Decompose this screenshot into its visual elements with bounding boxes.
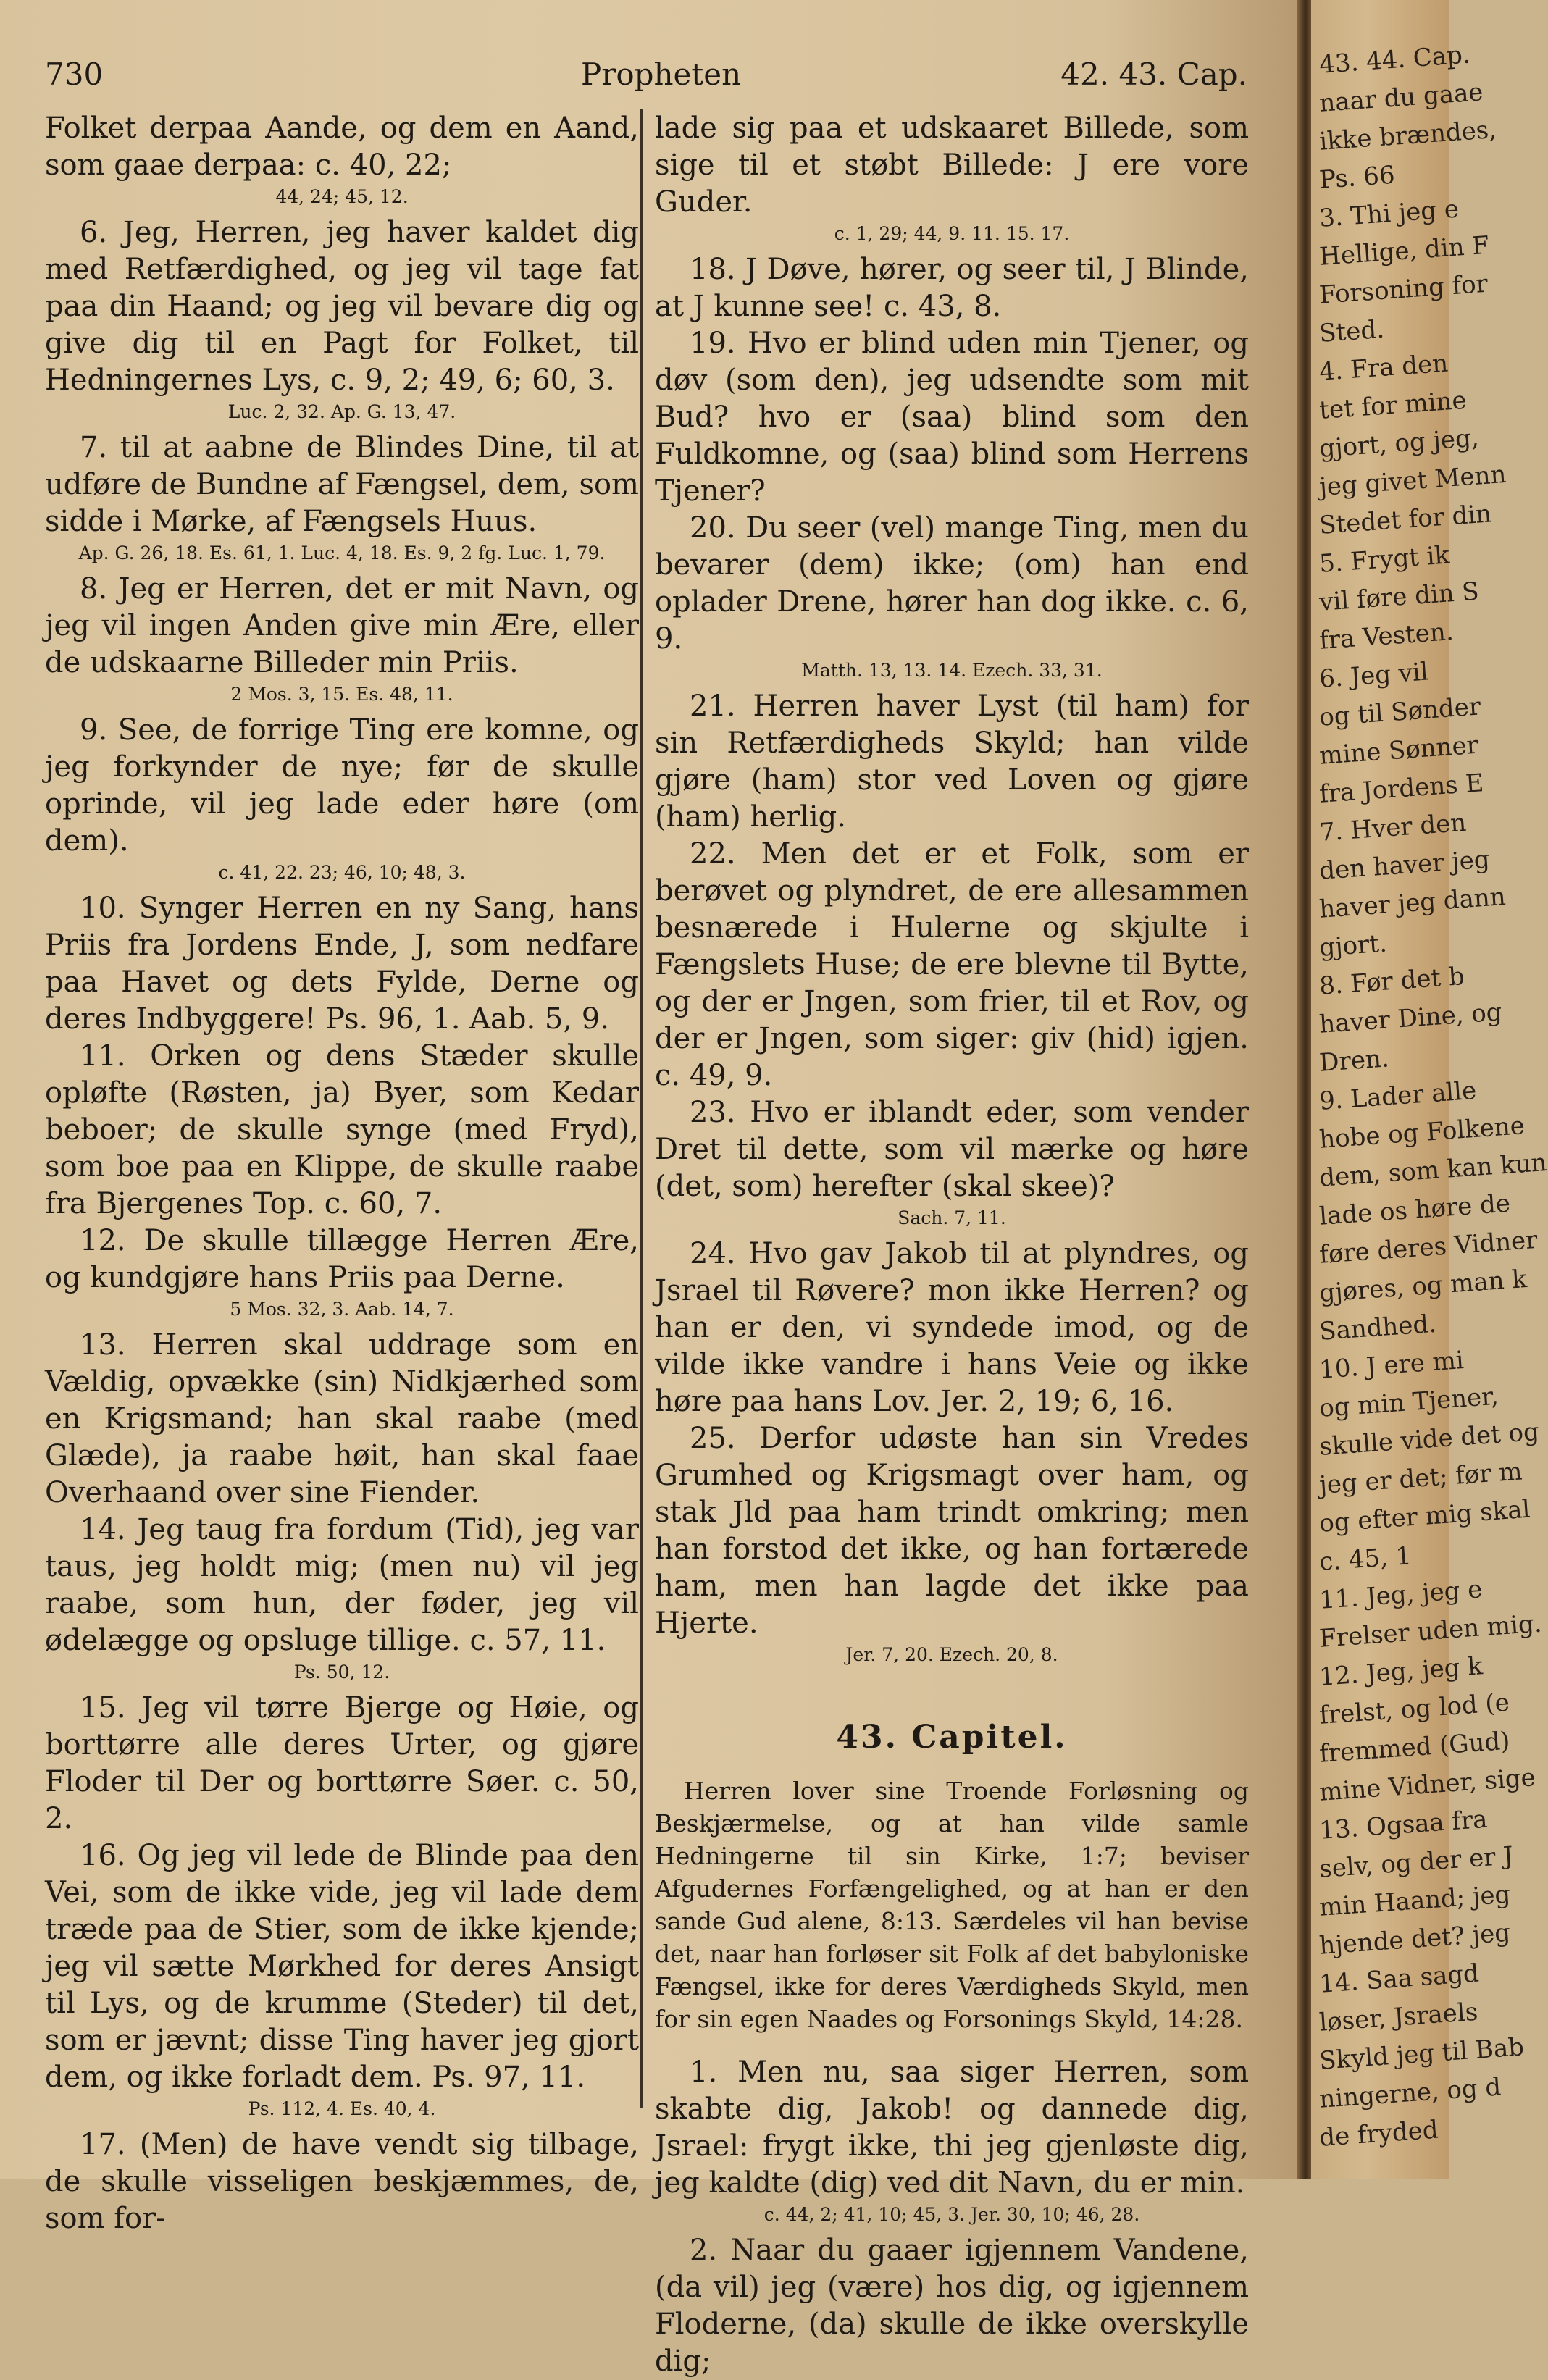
facing-page-line: tet for mine bbox=[1318, 385, 1468, 425]
verse: 2. Naar du gaaer igjennem Vandene, (da vil) jeg (være) hos dig, og igjennem Floderne, (da) skulle de ikke overskylle dig; bbox=[655, 2234, 1249, 2378]
facing-page-line: frelst, og lod (e bbox=[1318, 1688, 1511, 1730]
facing-page-line: og til Sønder bbox=[1318, 692, 1482, 732]
facing-page-line: 7. Hver den bbox=[1318, 808, 1468, 847]
cross-reference: Ps. 50, 12. bbox=[293, 1662, 390, 1683]
cross-reference: c. 44, 2; 41, 10; 45, 3. Jer. 30, 10; 46, 28. bbox=[763, 2204, 1140, 2225]
verse: 22. Men det er et Folk, som er berøvet og plyndret, de ere allesammen besnærede i Hulerne og skjulte i Fængslets Huse; de ere blevne til Bytte, og der er Jngen, som frier, til et Rov, og der er Jngen, som siger: giv (hid) igjen. c. 49, 9. bbox=[655, 837, 1249, 1092]
verse: 1. Men nu, saa siger Herren, som skabte dig, Jakob! og dannede dig, Jsrael: frygt ikke, thi jeg gjenløste dig, jeg kaldte (dig) ved dit Navn, du er min. bbox=[655, 2056, 1249, 2200]
cross-reference: Ap. G. 26, 18. Es. 61, 1. Luc. 4, 18. Es. 9, 2 fg. Luc. 1, 79. bbox=[78, 542, 606, 563]
left-text-column bbox=[45, 110, 639, 2237]
facing-page-line: fremmed (Gud) bbox=[1318, 1726, 1511, 1769]
cross-reference: Sach. 7, 11. bbox=[898, 1207, 1006, 1228]
cross-reference: Luc. 2, 32. Ap. G. 13, 47. bbox=[227, 401, 456, 422]
facing-page-line: ningerne, og d bbox=[1318, 2072, 1502, 2114]
column-divider bbox=[640, 109, 643, 2108]
facing-page-line: haver Dine, og bbox=[1318, 997, 1503, 1039]
verse: lade sig paa et udskaaret Billede, som sige til et støbt Billede: J ere vore Guder. bbox=[655, 112, 1249, 219]
verse: 6. Jeg, Herren, jeg haver kaldet dig med Retfærdighed, og jeg vil tage fat paa din Haand; og jeg vil bevare dig og give dig til en Pagt for Folket, til Hedningernes Lys, c. 9, 2; 49, 6; 60, 3. bbox=[45, 216, 639, 397]
facing-page-line: dem, som kan kun bbox=[1318, 1148, 1548, 1193]
facing-page-line: haver jeg dann bbox=[1318, 882, 1507, 924]
facing-page-line: jeg givet Menn bbox=[1318, 459, 1507, 502]
facing-page-line: løser, Jsraels bbox=[1318, 1997, 1479, 2037]
verse: 7. til at aabne de Blindes Dine, til at udføre de Bundne af Fængsel, dem, som sidde i Mørke, af Fængsels Huus. bbox=[45, 431, 639, 538]
verse: 10. Synger Herren en ny Sang, hans Priis fra Jordens Ende, J, som nedfare paa Havet og dets Fylde, Derne og deres Indbyggere! Ps. 96, 1. Aab. 5, 9. bbox=[45, 892, 639, 1036]
verse: 15. Jeg vil tørre Bjerge og Høie, og borttørre alle deres Urter, og gjøre Floder til Der og borttørre Søer. c. 50, 2. bbox=[45, 1691, 639, 1835]
facing-page-line: føre deres Vidner bbox=[1318, 1225, 1539, 1270]
facing-page-line: hobe og Folkene bbox=[1318, 1111, 1526, 1155]
facing-page-line: 11. Jeg, jeg e bbox=[1318, 1575, 1484, 1615]
facing-page-line: Dren. bbox=[1318, 1044, 1390, 1078]
facing-page-line: 3. Thi jeg e bbox=[1318, 194, 1460, 233]
verse: 16. Og jeg vil lede de Blinde paa den Vei, som de ikke vide, jeg vil lade dem træde paa de Stier, som de ikke kjende; jeg vil sætte Mørkhed for deres Ansigt til Lys, og de krumme (Steder) til det, som er jævnt; disse Ting haver jeg gjort dem, og ikke forladt dem. Ps. 97, 11. bbox=[45, 1839, 639, 2094]
facing-page-line: de fryded bbox=[1318, 2115, 1439, 2153]
facing-page-line: 12. Jeg, jeg k bbox=[1318, 1651, 1484, 1692]
facing-page-line: fra Jordens E bbox=[1318, 768, 1485, 809]
book-gutter bbox=[1297, 0, 1311, 2179]
facing-page-line: 9. Lader alle bbox=[1318, 1076, 1478, 1116]
cross-reference: 5 Mos. 32, 3. Aab. 14, 7. bbox=[230, 1299, 454, 1320]
facing-page-edge bbox=[1311, 0, 1548, 2179]
verse: 11. Orken og dens Stæder skulle opløfte (Røsten, ja) Byer, som Kedar beboer; de skulle synge (med Fryd), som boe paa en Klippe, de skulle raabe fra Bjergenes Top. c. 60, 7. bbox=[45, 1039, 639, 1220]
right-text-column bbox=[655, 110, 1249, 2380]
verse: 12. De skulle tillægge Herren Ære, og kundgjøre hans Priis paa Derne. bbox=[45, 1224, 639, 1294]
facing-page-line: hjende det? jeg bbox=[1318, 1918, 1512, 1961]
verse: Folket derpaa Aande, og dem en Aand, som gaae derpaa: c. 40, 22; bbox=[45, 112, 639, 182]
verse: 9. See, de forrige Ting ere komne, og jeg forkynder de nye; før de skulle oprinde, vil jeg lade eder høre (om dem). bbox=[45, 713, 639, 858]
verse: 18. J Døve, hører, og seer til, J Blinde, at J kunne see! c. 43, 8. bbox=[655, 253, 1249, 323]
cross-reference: Matth. 13, 13. 14. Ezech. 33, 31. bbox=[801, 660, 1103, 681]
facing-page-line: ikke brændes, bbox=[1318, 114, 1498, 156]
facing-page-line: 6. Jeg vil bbox=[1318, 657, 1429, 694]
chapter-reference: 42. 43. Cap. bbox=[1060, 56, 1247, 92]
facing-page-line: Stedet for din bbox=[1318, 499, 1493, 540]
facing-page-line: 13. Ogsaa fra bbox=[1318, 1804, 1489, 1845]
verse: 13. Herren skal uddrage som en Vældig, opvække (sin) Nidkjærhed som en Krigsmand; han skal raabe (med Glæde), ja raabe høit, han skal faae Overhaand over sine Fiender. bbox=[45, 1328, 639, 1509]
facing-page-line: 8. Før det b bbox=[1318, 962, 1465, 1001]
facing-page-line: Sted. bbox=[1318, 314, 1386, 348]
facing-page-line: 14. Saa sagd bbox=[1318, 1958, 1481, 1999]
cross-reference: Jer. 7, 20. Ezech. 20, 8. bbox=[845, 1644, 1058, 1665]
verse: 19. Hvo er blind uden min Tjener, og døv (som den), jeg udsendte som mit Bud? hvo er (saa) blind som den Fuldkomne, og (saa) blind som Herrens Tjener? bbox=[655, 327, 1249, 508]
chapter-heading: 43. Capitel. bbox=[836, 1719, 1068, 1756]
page-number: 730 bbox=[45, 56, 104, 92]
facing-page-line: c. 45, 1 bbox=[1318, 1541, 1413, 1577]
facing-page-line: mine Sønner bbox=[1318, 730, 1480, 771]
facing-page-line: den haver jeg bbox=[1318, 845, 1491, 886]
facing-page-line: naar du gaae bbox=[1318, 77, 1484, 118]
verse: 25. Derfor udøste han sin Vredes Grumhed og Krigsmagt over ham, og stak Jld paa ham trindt omkring; men han forstod det ikke, og han fortærede ham, men han lagde det ikke paa Hjerte. bbox=[655, 1422, 1249, 1640]
facing-page-line: Forsoning for bbox=[1318, 269, 1489, 310]
facing-page-line: Hellige, din F bbox=[1318, 230, 1491, 272]
facing-page-line: vil føre din S bbox=[1318, 577, 1480, 617]
facing-page-line: fra Vesten. bbox=[1318, 617, 1455, 655]
facing-page-line: Frelser uden mig. bbox=[1318, 1609, 1543, 1654]
facing-page-line: min Haand; jeg bbox=[1318, 1880, 1512, 1922]
facing-page-line: selv, og der er J bbox=[1318, 1841, 1515, 1884]
facing-page-line: 5. Frygt ik bbox=[1318, 540, 1451, 579]
verse: 14. Jeg taug fra fordum (Tid), jeg var taus, jeg holdt mig; (men nu) vil jeg raabe, som hun, der føder, jeg vil ødelægge og opsluge tillige. c. 57, 11. bbox=[45, 1513, 639, 1657]
verse: 21. Herren haver Lyst (til ham) for sin Retfærdigheds Skyld; han vilde gjøre (ham) stor ved Loven og gjøre (ham) herlig. bbox=[655, 690, 1249, 834]
facing-page-line: Ps. 66 bbox=[1318, 160, 1396, 195]
facing-page-line: lade os høre de bbox=[1318, 1189, 1512, 1231]
verse: 8. Jeg er Herren, det er mit Navn, og jeg vil ingen Anden give min Ære, eller de udskaarne Billeder min Priis. bbox=[45, 572, 639, 679]
facing-page-line: Skyld jeg til Bab bbox=[1318, 2032, 1526, 2076]
facing-page-line: skulle vide det og bbox=[1318, 1417, 1541, 1462]
facing-page-line: og efter mig skal bbox=[1318, 1494, 1531, 1538]
cross-reference: Ps. 112, 4. Es. 40, 4. bbox=[248, 2098, 436, 2119]
facing-page-line: gjøres, og man k bbox=[1318, 1264, 1528, 1308]
facing-page-line: jeg er det; før m bbox=[1318, 1457, 1523, 1500]
verse: 24. Hvo gav Jakob til at plyndres, og Jsrael til Røvere? mon ikke Herren? og han er den, vi syndede imod, og de vilde ikke vandre i hans Veie og ikke høre paa hans Lov. Jer. 2, 19; 6, 16. bbox=[655, 1237, 1249, 1418]
verse: 17. (Men) de have vendt sig tilbage, de skulle visseligen beskjæmmes, de, som for- bbox=[45, 2128, 639, 2235]
cross-reference: c. 1, 29; 44, 9. 11. 15. 17. bbox=[834, 223, 1070, 244]
facing-page-line: Sandhed. bbox=[1318, 1309, 1438, 1346]
chapter-summary: Herren lover sine Troende Forløsning og Beskjærmelse, og at han vilde samle Hedningerne til sin Kirke, 1:7; beviser Afgudernes Forfængelighed, og at han er den sande Gud alene, 8:13. Særdeles vil han bevise det, naar han forløser sit Folk af det babyloniske Fængsel, ikke for deres Værdigheds Skyld, men for sin egen Naades og Forsonings Skyld, 14:28. bbox=[655, 1777, 1249, 2033]
facing-page-line: og min Tjener, bbox=[1318, 1381, 1499, 1423]
verse: 20. Du seer (vel) mange Ting, men du bevarer (dem) ikke; (om) han end oplader Drene, hører han dog ikke. c. 6, 9. bbox=[655, 511, 1249, 655]
cross-reference: 2 Mos. 3, 15. Es. 48, 11. bbox=[230, 684, 453, 705]
cross-reference: c. 41, 22. 23; 46, 10; 48, 3. bbox=[218, 862, 466, 883]
facing-page-line: mine Vidner, sige bbox=[1318, 1763, 1536, 1807]
facing-page-line: gjort, og jeg, bbox=[1318, 423, 1480, 464]
facing-page-line: 10. J ere mi bbox=[1318, 1346, 1465, 1385]
facing-page-line: 43. 44. Cap. bbox=[1318, 40, 1471, 80]
cross-reference: 44, 24; 45, 12. bbox=[275, 186, 409, 207]
facing-page-line: gjort. bbox=[1318, 929, 1389, 963]
page-header bbox=[45, 56, 1247, 107]
verse: 23. Hvo er iblandt eder, som vender Dret til dette, som vil mærke og høre (det, som) herefter (skal skee)? bbox=[655, 1096, 1249, 1203]
running-title: Propheten bbox=[581, 56, 742, 92]
facing-page-line: 4. Fra den bbox=[1318, 348, 1449, 387]
